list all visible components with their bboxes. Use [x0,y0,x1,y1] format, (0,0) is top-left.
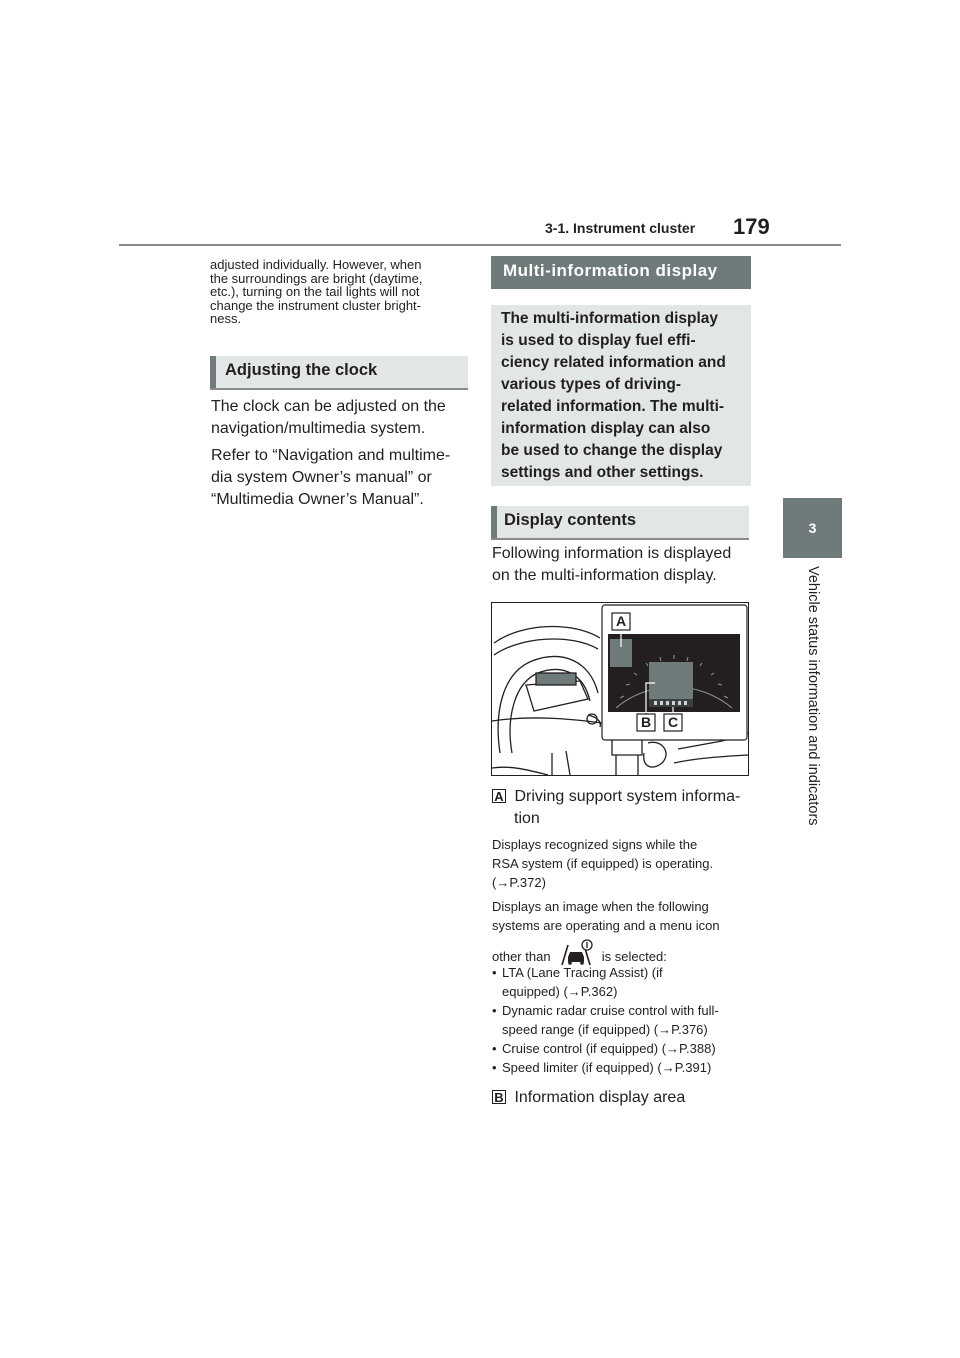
text-line: tion [514,810,540,827]
text-line: “Multimedia Owner’s Manual”. [211,491,424,508]
text-line: settings and other settings. [501,464,704,481]
text-line: systems are operating and a menu icon [492,918,720,933]
text-line: Displays recognized signs while the [492,837,698,852]
text-line: Following information is displayed [492,545,732,562]
brightness-line: the surroundings are bright (daytime, [210,270,423,286]
summary-text [501,308,741,484]
multi-info-summary [491,305,751,486]
callout-c: C [667,714,679,730]
text-line: speed range (if equipped) (→P.376) [502,1022,708,1037]
multi-info-heading [491,256,751,289]
text-line: Driving support system informa- [514,788,741,805]
item-a-label: A [492,789,506,803]
heading-text: Multi-information display [503,261,718,280]
item-b-label: B [492,1090,506,1104]
text-line: The clock can be adjusted on the [211,398,446,415]
item-a-description [492,835,756,964]
chapter-label [799,566,829,856]
text-line: RSA system (if equipped) is operating. [492,856,714,871]
system-list [492,963,758,1077]
text-line: LTA (Lane Tracing Assist) (if [502,965,663,980]
page-number: 179 [733,214,770,239]
text-line: Speed limiter (if equipped) (→P.391) [502,1060,712,1075]
text-line: navigation/multimedia system. [211,420,426,437]
item-b-title [492,1087,756,1109]
adjusting-clock-heading [210,356,468,390]
callout-a: A [615,613,627,629]
text-line: ciency related information and [501,354,726,371]
heading-text: Adjusting the clock [225,361,378,379]
chapter-label-text: Vehicle status information and indicators [805,566,821,826]
menu-icon-line [492,939,756,964]
brightness-line: adjusted individually. However, when [210,257,422,272]
text-line: related information. The multi- [501,398,725,415]
text-line: equipped) (→P.362) [502,984,618,999]
contents-paragraph [492,543,752,587]
list-item [492,1039,758,1058]
text-line: (→P.372) [492,875,546,890]
text-line: information display can also [501,420,711,437]
list-item [492,1001,758,1039]
chapter-tab: 3 [783,498,842,558]
text-line: be used to change the display [501,442,723,459]
text-line: Displays an image when the following [492,899,709,914]
refer-paragraph [211,445,471,511]
info-display-area [649,662,693,699]
callout-b: B [640,714,652,730]
text-line: Refer to “Navigation and multime- [211,447,451,464]
text-line: Information display area [514,1089,686,1106]
item-a-title [492,786,756,830]
text-line: on the multi-information display. [492,567,717,584]
clock-paragraph [211,396,471,440]
heading-accent-bar [210,356,216,388]
brightness-line: etc.), turning on the tail lights will not [210,284,420,299]
heading-text: Display contents [504,511,637,529]
text-fragment: other than [492,949,551,964]
header-divider [119,244,841,246]
text-line: The multi-information display [501,310,719,327]
text-line: Dynamic radar cruise control with full- [502,1003,719,1018]
text-line: Cruise control (if equipped) (→P.388) [502,1041,716,1056]
brightness-note [210,258,470,326]
instrument-cluster-figure [491,602,749,776]
brightness-line: change the instrument cluster bright- [210,297,421,313]
display-contents-heading [491,506,749,540]
list-item [492,963,758,1001]
cluster-illustration [492,603,748,775]
brightness-line: ness. [210,311,242,326]
section-title: 3-1. Instrument cluster [545,220,696,236]
heading-accent-bar [491,506,497,538]
text-line: dia system Owner’s manual” or [211,469,432,486]
text-fragment: is selected: [601,949,667,964]
text-line: various types of driving- [501,376,682,393]
list-item [492,1058,758,1077]
text-line: is used to display fuel effi- [501,332,696,349]
